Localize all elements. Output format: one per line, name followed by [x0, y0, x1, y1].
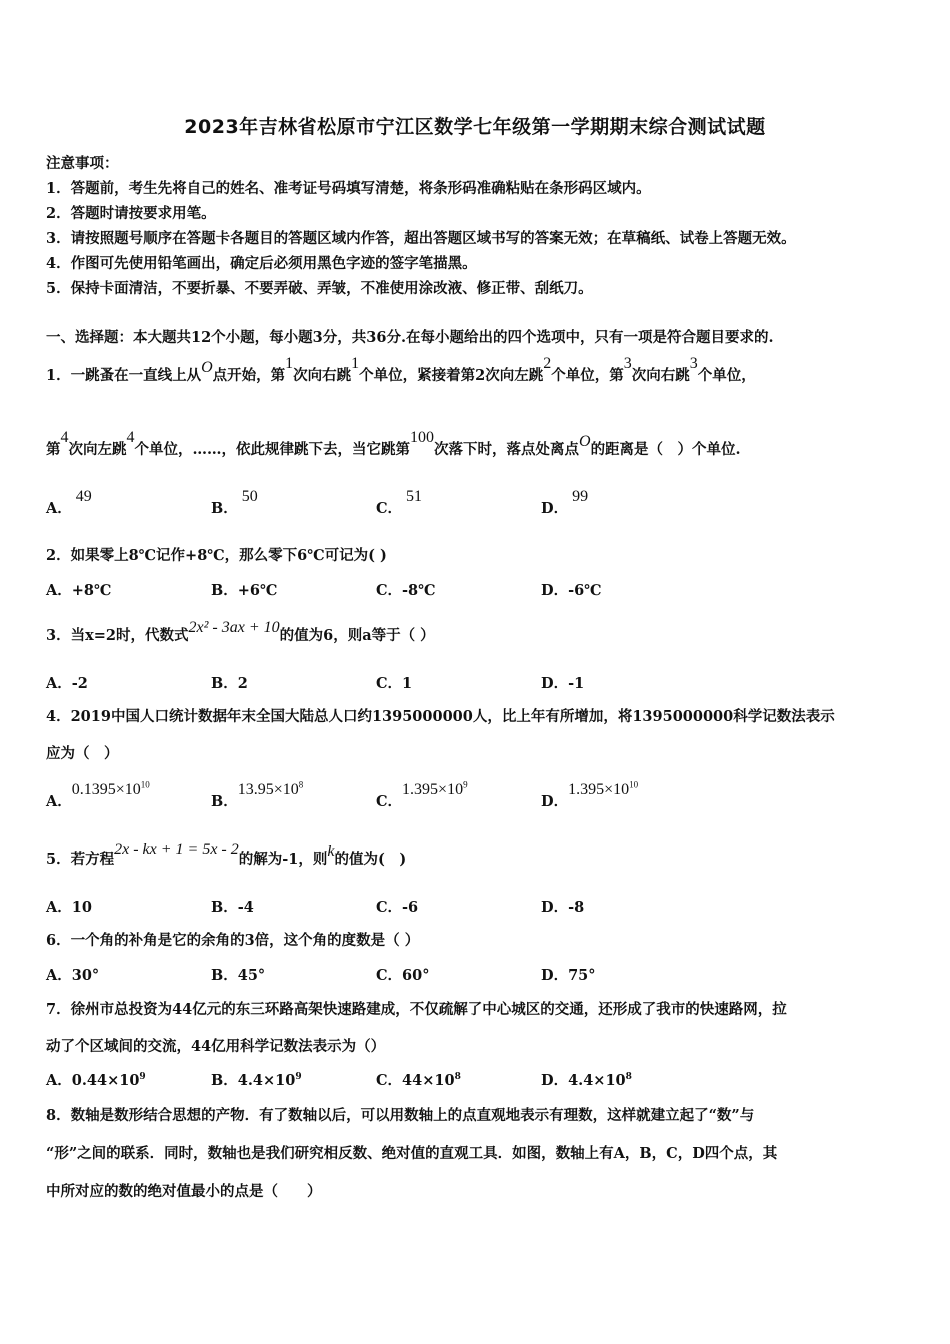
question-4-line-1: 4．2019中国人口统计数据年末全国大陆总人口约1395000000人，比上年有所增加，将1395000000科学记数法表示 — [46, 708, 835, 725]
option-c[interactable]: C．51 — [376, 488, 423, 517]
question-1-line-2: 第4次向左跳4个单位，……，依此规律跳下去，当它跳第100次落下时，落点处离点O的距离是（ ）个单位. — [46, 429, 741, 458]
option-c[interactable]: C．$1.395\times 10^9$ — [376, 779, 468, 810]
question-1-line-1: 1．一跳蚤在一直线上从O点开始，第1次向右跳1个单位，紧接着第2次向左跳2个单位，第3次向右跳3个单位， — [46, 355, 756, 384]
option-b[interactable]: B．50 — [211, 488, 258, 517]
option-d[interactable]: D．$4.4\times 10^8$ — [541, 1072, 632, 1089]
question-2: 2．如果零上8℃记作+8℃，那么零下6℃可记为( ) — [46, 547, 387, 564]
option-d[interactable]: D．-8 — [541, 899, 585, 916]
question-6: 6．一个角的补角是它的余角的3倍，这个角的度数是（ ） — [46, 932, 420, 949]
question-3: 3．当x=2时，代数式2x² - 3ax + 10的值为6，则a等于（ ） — [46, 619, 435, 644]
option-b[interactable]: B．$4.4\times 10^9$ — [211, 1072, 302, 1089]
question-8-line-1: 8．数轴是数形结合思想的产物．有了数轴以后，可以用数轴上的点直观地表示有理数，这样就建立起了“数”与 — [46, 1107, 755, 1124]
option-d[interactable]: D．-6℃ — [541, 582, 602, 599]
question-text: 1．一跳蚤在一直线上从 — [46, 367, 202, 384]
notice-item: 5．保持卡面清洁，不要折暴、不要弄破、弄皱，不准使用涂改液、修正带、刮纸刀。 — [46, 280, 593, 297]
math-expression: 2x² - 3ax + 10 — [188, 619, 280, 636]
question-4-line-2: 应为（ ） — [46, 745, 119, 762]
option-b[interactable]: B．45° — [211, 967, 266, 984]
option-c[interactable]: C．$44\times 10^8$ — [376, 1072, 461, 1089]
question-7-line-1: 7．徐州市总投资为44亿元的东三环路高架快速路建成，不仅疏解了中心城区的交通，还形成了我市的快速路网，拉 — [46, 1001, 787, 1018]
question-5: 5．若方程2x - kx + 1 = 5x - 2的解为-1，则k的值为( ) — [46, 841, 407, 868]
option-b[interactable]: B．$13.95\times 10^8$ — [211, 779, 304, 810]
option-c[interactable]: C．60° — [376, 967, 430, 984]
question-8-line-2: “形”之间的联系．同时，数轴也是我们研究相反数、绝对值的直观工具．如图，数轴上有A，B，C，D四个点，其 — [46, 1145, 778, 1162]
option-a[interactable]: A．-2 — [46, 675, 88, 692]
option-a[interactable]: A．+8℃ — [46, 582, 112, 599]
option-d[interactable]: D．99 — [541, 488, 589, 517]
option-a[interactable]: A．30° — [46, 967, 100, 984]
math-var: O — [201, 359, 213, 376]
option-d[interactable]: D．75° — [541, 967, 596, 984]
option-a[interactable]: A．$0.44\times 10^9$ — [46, 1072, 146, 1089]
question-7-line-2: 动了个区域间的交流，44亿用科学记数法表示为（） — [46, 1038, 386, 1055]
math-expression: 2x - kx + 1 = 5x - 2 — [114, 841, 239, 858]
notice-item: 1．答题前，考生先将自己的姓名、准考证号码填写清楚，将条形码准确粘贴在条形码区域内。 — [46, 180, 651, 197]
notice-item: 2．答题时请按要求用笔。 — [46, 205, 216, 222]
option-c[interactable]: C．1 — [376, 675, 413, 692]
question-8-line-3: 中所对应的数的绝对值最小的点是（ ） — [46, 1183, 322, 1200]
option-b[interactable]: B．+6℃ — [211, 582, 278, 599]
option-c[interactable]: C．-8℃ — [376, 582, 436, 599]
page-title: 2023年吉林省松原市宁江区数学七年级第一学期期末综合测试试题 — [184, 116, 766, 138]
notice-item: 3．请按照题号顺序在答题卡各题目的答题区域内作答，超出答题区域书写的答案无效；在草稿纸、试卷上答题无效。 — [46, 230, 796, 247]
option-d[interactable]: D．$1.395\times 10^{10}$ — [541, 779, 639, 810]
notice-item: 4．作图可先使用铅笔画出，确定后必须用黑色字迹的签字笔描黑。 — [46, 255, 477, 272]
option-d[interactable]: D．-1 — [541, 675, 585, 692]
section-heading: 一、选择题：本大题共12个小题，每小题3分，共36分.在每小题给出的四个选项中，只有一项是符合题目要求的. — [46, 329, 774, 346]
option-b[interactable]: B．2 — [211, 675, 248, 692]
math-var: k — [327, 843, 335, 860]
option-a[interactable]: A．10 — [46, 899, 92, 916]
notice-heading: 注意事项： — [46, 155, 119, 172]
option-c[interactable]: C．-6 — [376, 899, 419, 916]
option-a[interactable]: A．49 — [46, 488, 92, 517]
option-b[interactable]: B．-4 — [211, 899, 254, 916]
option-a[interactable]: A．$0.1395\times 10^{10}$ — [46, 779, 150, 810]
